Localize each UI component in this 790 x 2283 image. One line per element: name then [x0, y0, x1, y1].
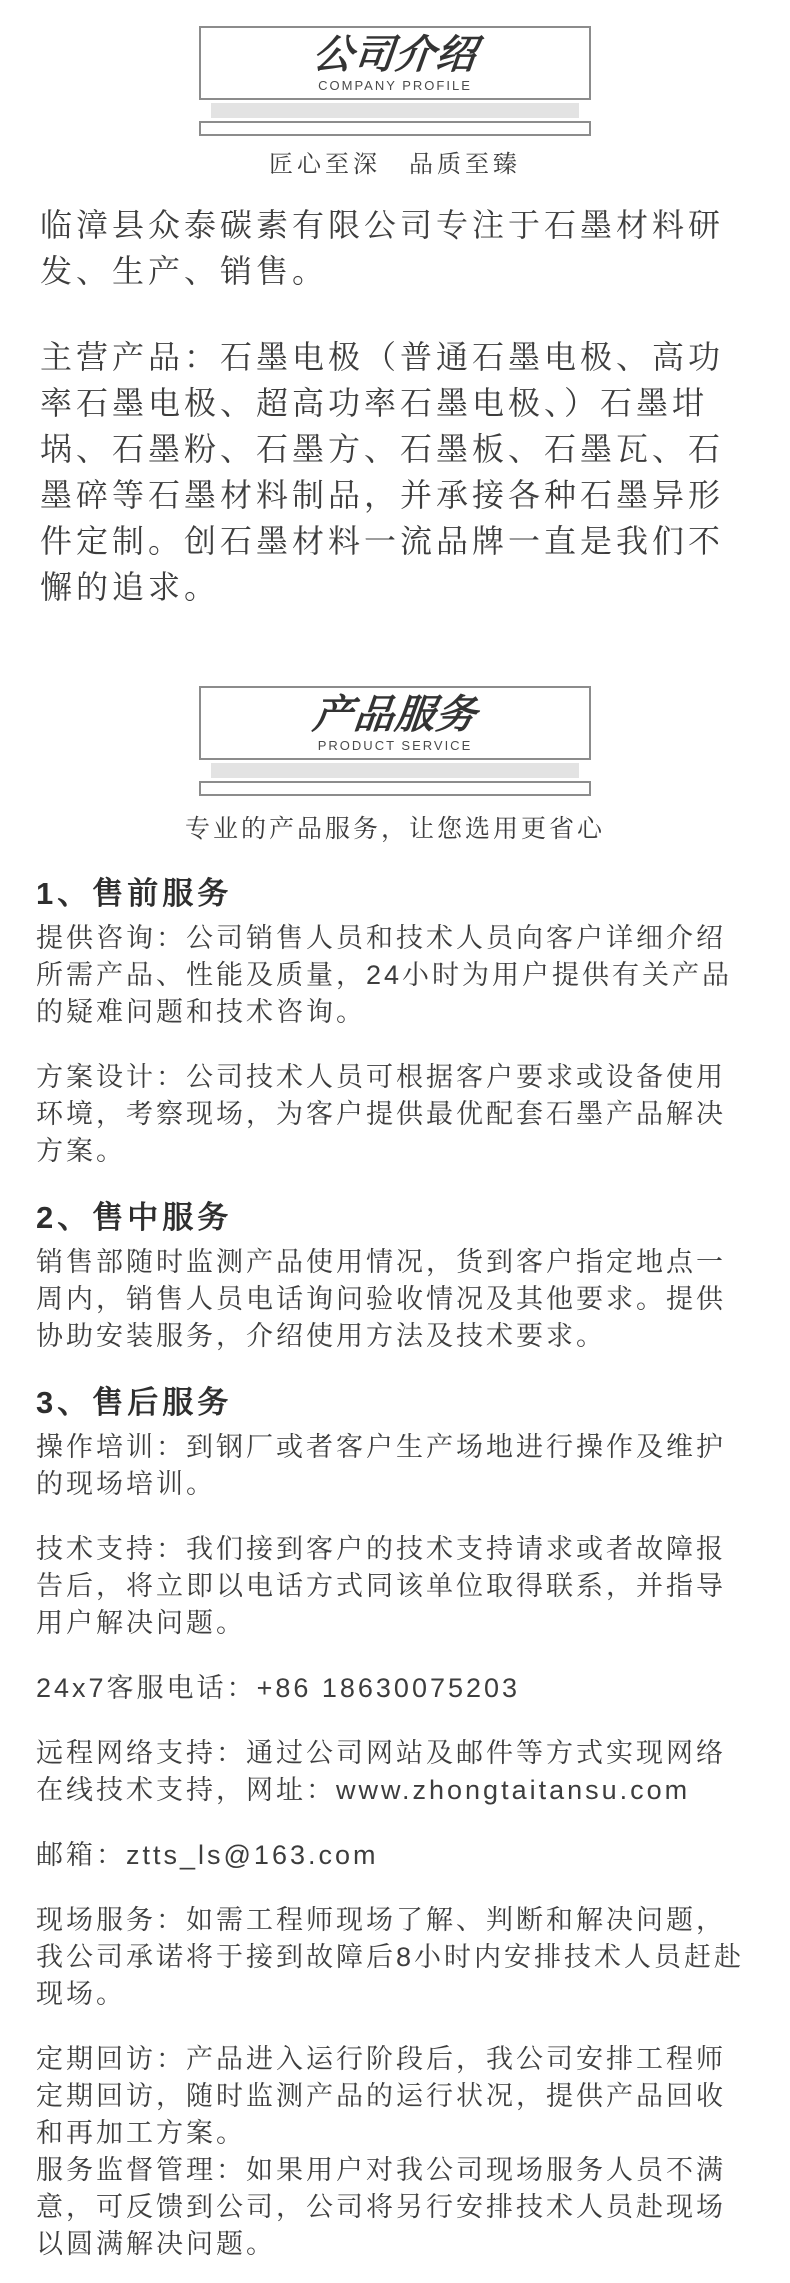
regular-visit-paragraph: 定期回访：产品进入运行阶段后，我公司安排工程师定期回访，随时监测产品的运行状况，提供产品回收和再加工方案。 [36, 2044, 726, 2148]
presale-consulting-paragraph: 提供咨询：公司销售人员和技术人员向客户详细介绍所需产品、性能及质量，24小时为用户提供有关产品的疑难问题和技术咨询。 [36, 923, 733, 1027]
service-sections [0, 872, 790, 2283]
presale-service-heading: 1、售前服务 [36, 876, 233, 911]
presale-solution-design-paragraph: 方案设计：公司技术人员可根据客户要求或设备使用环境，考察现场，为客户提供最优配套石墨产品解决方案。 [36, 1062, 726, 1166]
intro-paragraph: 临漳县众泰碳素有限公司专注于石墨材料研发、生产、销售。 [40, 207, 725, 289]
service-phone-value: +86 18630075203 [256, 1673, 521, 1703]
service-phone-line [36, 1670, 754, 1707]
tech-support-paragraph: 技术支持：我们接到客户的技术支持请求或者故障报告后，将立即以电话方式同该单位取得联系，并指导用户解决问题。 [36, 1534, 726, 1638]
banner-shadow-bar [211, 103, 579, 118]
service-tagline: 专业的产品服务，让您选用更省心 [184, 815, 605, 843]
service-banner-box [199, 686, 591, 760]
email-line [36, 1837, 754, 1874]
company-tagline: 匠心至深 品质至臻 [269, 151, 521, 178]
remote-support-line [36, 1735, 754, 1809]
service-phone-label: 24x7客服电话： [36, 1673, 257, 1703]
email-value: ztts_ls@163.com [126, 1840, 379, 1870]
company-banner-title: 公司介绍 [310, 33, 480, 77]
email-label: 邮箱： [36, 1840, 126, 1870]
aftersale-service-heading: 3、售后服务 [36, 1385, 233, 1420]
intro-paragraph: 主营产品：石墨电极（普通石墨电极、高功率石墨电极、超高功率石墨电极、）石墨坩埚、石墨粉、石墨方、石墨板、石墨瓦、石墨碎等石墨材料制品，并承接各种石墨异形件定制。创石墨材料一流品牌一直是我们不懈的追求。 [40, 339, 725, 605]
banner-outline-bar [199, 121, 591, 136]
company-profile-banner [0, 26, 790, 136]
service-banner-title: 产品服务 [310, 693, 480, 737]
page [0, 26, 790, 2283]
website-value: www.zhongtaitansu.com [336, 1775, 691, 1805]
company-intro-text [0, 202, 790, 610]
operation-training-paragraph: 操作培训：到钢厂或者客户生产场地进行操作及维护的现场培训。 [36, 1432, 726, 1499]
remote-support-label: 远程网络支持：通过公司网站及邮件等方式实现网络在线技术支持，网址： [36, 1738, 726, 1805]
company-banner-subtitle: COMPANY PROFILE [318, 78, 472, 93]
onsite-service-paragraph: 现场服务：如需工程师现场了解、判断和解决问题，我公司承诺将于接到故障后8小时内安排技术人员赶赴现场。 [36, 1905, 745, 2009]
service-banner-subtitle: PRODUCT SERVICE [317, 738, 473, 753]
midsale-service-heading: 2、售中服务 [36, 1200, 233, 1235]
product-service-banner [0, 686, 790, 796]
company-banner-box [199, 26, 591, 100]
service-supervision-paragraph: 服务监督管理：如果用户对我公司现场服务人员不满意，可反馈到公司，公司将另行安排技术人员赴现场以圆满解决问题。 [36, 2155, 726, 2259]
banner-outline-bar [199, 781, 591, 796]
banner-shadow-bar [211, 763, 579, 778]
midsale-service-paragraph: 销售部随时监测产品使用情况，货到客户指定地点一周内，销售人员电话询问验收情况及其他要求。提供协助安装服务，介绍使用方法及技术要求。 [36, 1247, 726, 1351]
